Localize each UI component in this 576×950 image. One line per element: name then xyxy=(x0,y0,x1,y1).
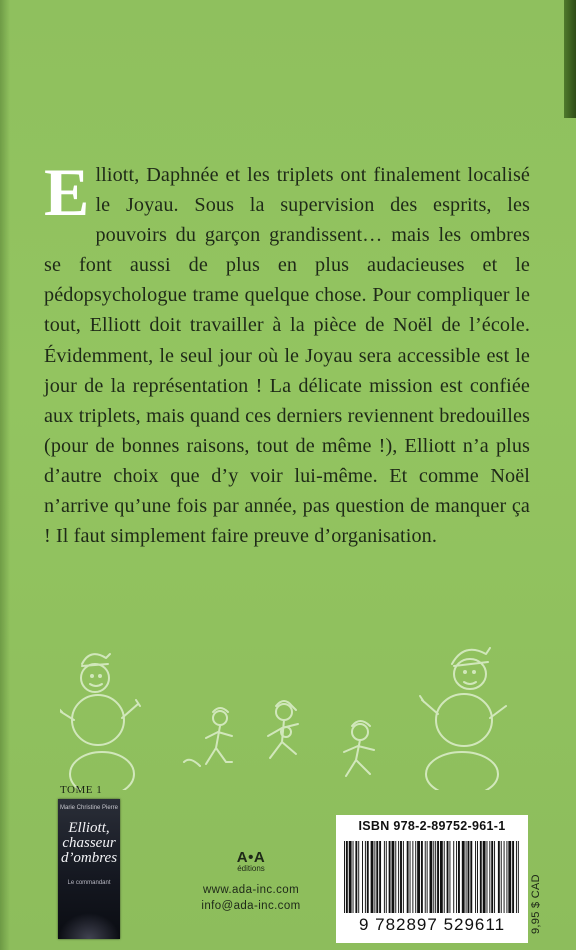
barcode-bar xyxy=(489,841,490,913)
barcode-bar xyxy=(427,841,428,913)
thumb-author: Marie Christine Pierre xyxy=(59,805,119,811)
barcode-bar xyxy=(480,841,482,913)
barcode-bar xyxy=(501,841,502,913)
doodle-illustration xyxy=(60,640,510,790)
series-book-thumbnail xyxy=(58,799,120,939)
barcode-bar xyxy=(367,841,369,913)
barcode-bar xyxy=(444,841,445,913)
spine-edge xyxy=(564,0,576,118)
barcode-bar xyxy=(433,841,434,913)
barcode-bar xyxy=(447,841,449,913)
barcode-bar xyxy=(468,841,470,913)
left-snowman-icon xyxy=(60,654,140,790)
barcode-bar xyxy=(400,841,402,913)
barcode-bar xyxy=(508,841,511,913)
barcode-bar xyxy=(518,841,519,913)
barcode-bar xyxy=(470,841,472,913)
barcode-icon xyxy=(342,841,522,913)
publisher-logo: A•A xyxy=(236,849,266,866)
barcode-bar xyxy=(392,841,395,913)
isbn-barcode-box xyxy=(336,815,528,943)
barcode-bar xyxy=(374,841,375,913)
barcode-bar xyxy=(398,841,399,913)
running-child-1-icon xyxy=(184,708,232,766)
barcode-bar xyxy=(386,841,387,913)
barcode-bar xyxy=(487,841,488,913)
barcode-bar xyxy=(412,841,413,913)
barcode-bar xyxy=(437,841,439,913)
barcode-bar xyxy=(403,841,404,913)
barcode-bar xyxy=(344,841,345,913)
barcode-bar xyxy=(494,841,495,913)
barcode-bar xyxy=(389,841,391,913)
barcode-bar xyxy=(477,841,478,913)
barcode-bar xyxy=(504,841,505,913)
publisher-email: info@ada-inc.com xyxy=(201,900,301,912)
barcode-bar xyxy=(498,841,500,913)
barcode-bar xyxy=(506,841,507,913)
barcode-bar xyxy=(371,841,374,913)
drop-cap: E xyxy=(44,154,90,230)
thumb-title-line2: chasseur xyxy=(62,835,116,851)
barcode-bar xyxy=(415,841,416,913)
barcode-bar xyxy=(430,841,433,913)
barcode-bar xyxy=(362,841,363,913)
barcode-bar xyxy=(516,841,517,913)
price-label: 9,95 $ CAD xyxy=(530,874,542,934)
thumb-title xyxy=(58,821,120,866)
snowman-doodles xyxy=(60,640,510,790)
publisher-contact xyxy=(176,882,326,914)
barcode-bar xyxy=(346,841,348,913)
barcode-bar xyxy=(379,841,381,913)
publisher-website: www.ada-inc.com xyxy=(202,884,300,896)
barcode-bar xyxy=(435,841,436,913)
barcode-bar xyxy=(449,841,450,913)
barcode-bar xyxy=(466,841,467,913)
barcode-bar xyxy=(458,841,460,913)
thumb-title-line3: d’ombres xyxy=(60,850,118,866)
running-child-3-icon xyxy=(344,721,374,776)
barcode-bar xyxy=(456,841,457,913)
barcode-bar xyxy=(407,841,409,913)
barcode-bar xyxy=(417,841,420,913)
thumb-subtitle: Le commandant xyxy=(67,880,111,886)
isbn-digits: 9 782897 529611 xyxy=(358,915,506,934)
barcode-bar xyxy=(483,841,486,913)
thumb-glow xyxy=(58,913,120,939)
barcode-bar xyxy=(512,841,514,913)
barcode-bar xyxy=(453,841,454,913)
running-child-2-icon xyxy=(268,701,298,758)
barcode-bar xyxy=(395,841,396,913)
barcode-bar xyxy=(410,841,411,913)
isbn-label: ISBN 978-2-89752-961-1 xyxy=(358,819,506,833)
barcode-bar xyxy=(491,841,493,913)
barcode-bar xyxy=(425,841,426,913)
right-snowman-icon xyxy=(420,648,506,790)
barcode-bar xyxy=(384,841,385,913)
barcode-bar xyxy=(349,841,352,913)
barcode-bar xyxy=(421,841,423,913)
tome-label: TOME 1 xyxy=(60,784,103,796)
barcode-bar xyxy=(475,841,476,913)
barcode-bar xyxy=(462,841,465,913)
barcode-bar xyxy=(353,841,354,913)
blurb-text xyxy=(44,154,530,551)
barcode-bar xyxy=(376,841,378,913)
barcode-bar xyxy=(358,841,359,913)
barcode-bar xyxy=(440,841,443,913)
publisher-block xyxy=(176,850,326,914)
barcode-bar xyxy=(355,841,357,913)
blurb-body: lliott, Daphnée et les triplets ont finalement localisé le Joyau. Sous la supervision des esprits, les pouvoirs du garçon grandissent… mais les ombres se font aussi de plus en plus audacieuses et le pédopsychologue trame quelque chose. Pour compliquer le tout, Elliott doit travailler à la pièce de Noël de l’école. Évidemment, le seul jour où le Joyau sera accessible est le jour de la représentation ! La délicate mission est confiée aux triplets, mais quand ces derniers reviennent bredouilles (pour de bonnes raisons, tout de même !), Elliott n’a plus d’autre choix que d’y voir lui-même. Et comme Noël n’arrive qu’une fois par année, pas question de manquer ça ! Il faut simplement faire preuve d’organisation. xyxy=(44,164,530,548)
barcode-bar xyxy=(365,841,366,913)
publisher-label: éditions xyxy=(237,864,265,873)
thumb-title-line1: Elliott, xyxy=(68,820,110,836)
